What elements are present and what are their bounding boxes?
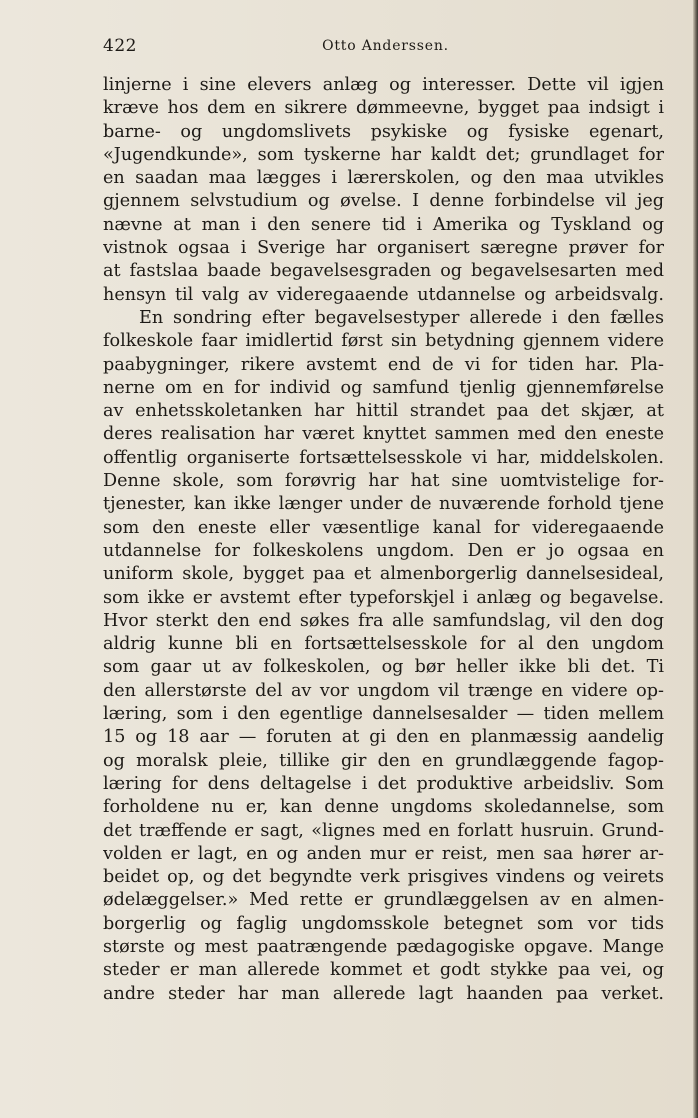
text-line: av enhetsskoletanken har hittil strandet paa det skjær, at bbox=[103, 401, 664, 422]
text-line: som den eneste eller væsentlige kanal for videregaaende bbox=[103, 517, 664, 538]
text-line: offentlig organiserte fortsættelsesskole vi har, middelskolen. bbox=[103, 447, 664, 468]
text-line: den allerstørste del av vor ungdom vil trænge en videre op- bbox=[103, 680, 664, 701]
text-line: barne- og ungdomslivets psykiske og fysiske egenart, bbox=[103, 121, 664, 142]
text-line: volden er lagt, en og anden mur er reist, men saa hører ar- bbox=[103, 843, 664, 864]
page-header bbox=[103, 36, 668, 58]
text-line: steder er man allerede kommet et godt stykke paa vei, og bbox=[103, 960, 664, 981]
text-line: Hvor sterkt den end søkes fra alle samfundslag, vil den dog bbox=[103, 610, 664, 631]
text-line: borgerlig og faglig ungdomsskole betegnet som vor tids bbox=[103, 913, 664, 934]
body-text bbox=[103, 74, 664, 1006]
text-line: 15 og 18 aar — foruten at gi den en planmæssig aandelig bbox=[103, 727, 664, 748]
text-line: linjerne i sine elevers anlæg og interesser. Dette vil igjen bbox=[103, 75, 664, 95]
text-line: En sondring efter begavelsestyper allerede i den fælles bbox=[139, 307, 664, 328]
page-number: 422 bbox=[103, 36, 137, 56]
text-line: læring, som i den egentlige dannelsesalder — tiden mellem bbox=[103, 704, 664, 725]
text-line: vistnok ogsaa i Sverige har organisert særegne prøver for bbox=[103, 238, 664, 259]
text-line: som gaar ut av folkeskolen, og bør heller ikke bli det. Ti bbox=[103, 657, 664, 678]
text-line: som ikke er avstemt efter typeforskjel i anlæg og begavelse. bbox=[103, 587, 664, 608]
text-line: «Jugendkunde», som tyskerne har kaldt det; grundlaget for bbox=[103, 144, 664, 165]
page-edge-shadow bbox=[693, 0, 698, 1118]
text-line: utdannelse for folkeskolens ungdom. Den er jo ogsaa en bbox=[103, 540, 664, 561]
text-line: aldrig kunne bli en fortsættelsesskole for al den ungdom bbox=[103, 634, 664, 655]
text-line: hensyn til valg av videregaaende utdannelse og arbeidsvalg. bbox=[103, 284, 664, 305]
text-line: gjennem selvstudium og øvelse. I denne forbindelse vil jeg bbox=[103, 191, 664, 212]
running-head: Otto Anderssen. bbox=[322, 38, 449, 54]
text-line: deres realisation har været knyttet sammen med den eneste bbox=[103, 424, 664, 445]
text-line: nævne at man i den senere tid i Amerika og Tyskland og bbox=[103, 214, 664, 235]
text-line: paabygninger, rikere avstemt end de vi for tiden har. Pla- bbox=[103, 354, 664, 375]
text-line: Denne skole, som forøvrig har hat sine uomtvistelige for- bbox=[103, 471, 664, 492]
text-line: kræve hos dem en sikrere dømmeevne, bygget paa indsigt i bbox=[103, 98, 664, 119]
text-line: nerne om en for individ og samfund tjenlig gjennemførelse bbox=[103, 377, 664, 398]
text-line: uniform skole, bygget paa et almenborgerlig dannelsesideal, bbox=[103, 564, 664, 585]
text-line: største og mest paatrængende pædagogiske opgave. Mange bbox=[103, 936, 664, 957]
text-line: andre steder har man allerede lagt haanden paa verket. bbox=[103, 983, 664, 1004]
text-line: folkeskole faar imidlertid først sin betydning gjennem videre bbox=[103, 331, 664, 352]
text-line: en saadan maa lægges i lærerskolen, og den maa utvikles bbox=[103, 168, 664, 189]
text-line: det træffende er sagt, «lignes med en forlatt husruin. Grund- bbox=[103, 820, 664, 841]
text-line: beidet op, og det begyndte verk prisgives vindens og veirets bbox=[103, 867, 664, 888]
text-line: tjenester, kan ikke længer under de nuværende forhold tjene bbox=[103, 494, 664, 515]
text-line: og moralsk pleie, tillike gir den en grundlæggende fagop- bbox=[103, 750, 664, 771]
text-line: forholdene nu er, kan denne ungdoms skoledannelse, som bbox=[103, 797, 664, 818]
text-line: ødelæggelser.» Med rette er grundlæggelsen av en almen- bbox=[103, 890, 664, 911]
text-line: at fastslaa baade begavelsesgraden og begavelsesarten med bbox=[103, 261, 664, 282]
text-line: læring for dens deltagelse i det produktive arbeidsliv. Som bbox=[103, 773, 664, 794]
